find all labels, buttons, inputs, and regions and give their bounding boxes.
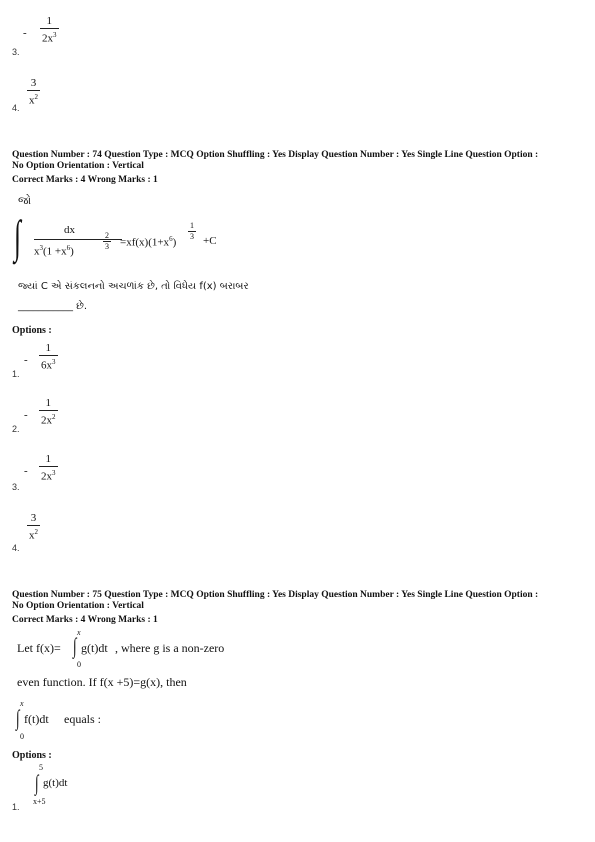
pow-den: 3 [190, 232, 194, 241]
top-opt4-fraction [27, 78, 40, 107]
q75-opt1-lower-limit: x+5 [33, 797, 46, 806]
exp-num: 2 [105, 231, 109, 240]
fraction-denominator: 2x [41, 470, 52, 483]
den-outer-exponent [103, 232, 111, 251]
q74-gujarati-line1: જ્યાં C એ સંકલનનો અચળાંક છે, તો વિધેય f(x) બરાબર [18, 281, 249, 292]
q75-line1-prefix: Let f(x)= [17, 641, 61, 655]
fraction-exponent: 2 [52, 413, 56, 421]
den-close: ) [70, 245, 74, 258]
fraction-numerator: 3 [30, 77, 37, 89]
exp-den: 3 [105, 242, 109, 251]
fraction-exponent: 2 [34, 93, 38, 101]
q74-options-label: Options : [12, 325, 52, 336]
q75-line1-integral-icon: ∫ [73, 633, 77, 658]
q75-line3-suffix: equals : [64, 712, 101, 726]
den-paren-exp: 6 [66, 244, 71, 252]
fraction-numerator: 1 [46, 15, 52, 27]
q75-line3-integral-icon: ∫ [16, 705, 20, 730]
fraction-exponent: 3 [53, 31, 57, 39]
fraction-bar [27, 525, 40, 526]
q74-integral [14, 211, 274, 274]
fraction-bar [27, 90, 40, 91]
q75-line3-lower-limit: 0 [20, 732, 24, 741]
q75-line1-integrand: g(t)dt [81, 641, 108, 655]
q75-opt1-integral-icon: ∫ [35, 770, 39, 795]
q75-marks: Correct Marks : 4 Wrong Marks : 1 [12, 615, 158, 625]
top-option-3-number: 3. [12, 47, 20, 57]
q74-option-1-number: 1. [12, 369, 20, 379]
fraction-bar [39, 410, 58, 411]
q75-opt1-integrand[interactable]: g(t)dt [43, 777, 68, 789]
q74-opt1-fraction[interactable] [39, 343, 58, 372]
q74-option-2-number: 2. [12, 424, 20, 434]
top-option-4-number: 4. [12, 103, 20, 113]
rhs-power [188, 222, 196, 241]
fraction-bar [39, 466, 58, 467]
q74-opt4-fraction[interactable] [27, 513, 40, 542]
rhs-constant: +C [203, 235, 217, 247]
q75-line1-lower-limit: 0 [77, 660, 81, 669]
pow-num: 1 [190, 221, 194, 230]
q74-opt2-fraction[interactable] [39, 398, 58, 427]
fraction-bar [40, 28, 59, 29]
q75-line3-integrand: f(t)dt [24, 712, 49, 726]
q74-header-line1: Question Number : 74 Question Type : MCQ Option Shuffling : Yes Display Question Number : Yes Single Line Question Option : [12, 150, 539, 160]
integral-sign-icon: ∫ [14, 211, 21, 262]
q75-opt1-upper-limit: 5 [39, 763, 43, 772]
fraction-denominator: 2x [41, 414, 52, 427]
rhs-main: =xf(x)(1+x [120, 236, 170, 249]
q74-marks: Correct Marks : 4 Wrong Marks : 1 [12, 175, 158, 185]
fraction-bar [39, 355, 58, 356]
rhs-exp: 6 [169, 235, 173, 243]
q74-option-4-number: 4. [12, 543, 20, 553]
top-opt3-sign: - [23, 27, 27, 39]
fraction-numerator: 1 [45, 453, 51, 465]
fraction-numerator: 1 [45, 342, 51, 354]
fraction-exponent: 3 [52, 469, 56, 477]
integral-numerator: dx [64, 224, 75, 236]
q74-header-line2: No Option Orientation : Vertical [12, 161, 144, 171]
den-x-exp: 3 [39, 244, 43, 252]
q74-opt2-sign: - [24, 409, 28, 421]
den-paren: (1 +x [43, 245, 67, 258]
fraction-denominator: x [29, 529, 35, 542]
q74-opt1-sign: - [24, 354, 28, 366]
q75-line2: even function. If f(x +5)=g(x), then [17, 675, 187, 689]
q75-header-line2: No Option Orientation : Vertical [12, 601, 144, 611]
q75-header-line1: Question Number : 75 Question Type : MCQ Option Shuffling : Yes Display Question Number : Yes Single Line Question Option : [12, 590, 539, 600]
fraction-denominator: 6x [41, 359, 52, 372]
q75-option-1-number: 1. [12, 802, 20, 812]
fraction-exponent: 3 [52, 358, 56, 366]
top-opt3-fraction [40, 16, 59, 45]
q75-options-label: Options : [12, 750, 52, 761]
integral-denominator [34, 244, 74, 258]
q75-line1-suffix: , where g is a non-zero [115, 641, 225, 655]
q74-option-3-number: 3. [12, 482, 20, 492]
fraction-exponent: 2 [34, 528, 38, 536]
integral-rhs [120, 235, 176, 249]
q74-opt3-sign: - [24, 465, 28, 477]
den-base: x [34, 245, 40, 258]
q75-line3-upper-limit: x [20, 699, 24, 708]
fraction-denominator: 2x [42, 32, 53, 45]
fraction-numerator: 1 [45, 397, 51, 409]
q75-line1-upper-limit: x [77, 628, 81, 637]
q74-gujarati-line2: ___________ છે. [18, 301, 88, 312]
q74-opt3-fraction[interactable] [39, 454, 58, 483]
rhs-close: ) [172, 236, 177, 249]
fraction-numerator: 3 [30, 512, 37, 524]
fraction-denominator: x [29, 94, 35, 107]
q74-gujarati-intro: જો [18, 194, 32, 207]
